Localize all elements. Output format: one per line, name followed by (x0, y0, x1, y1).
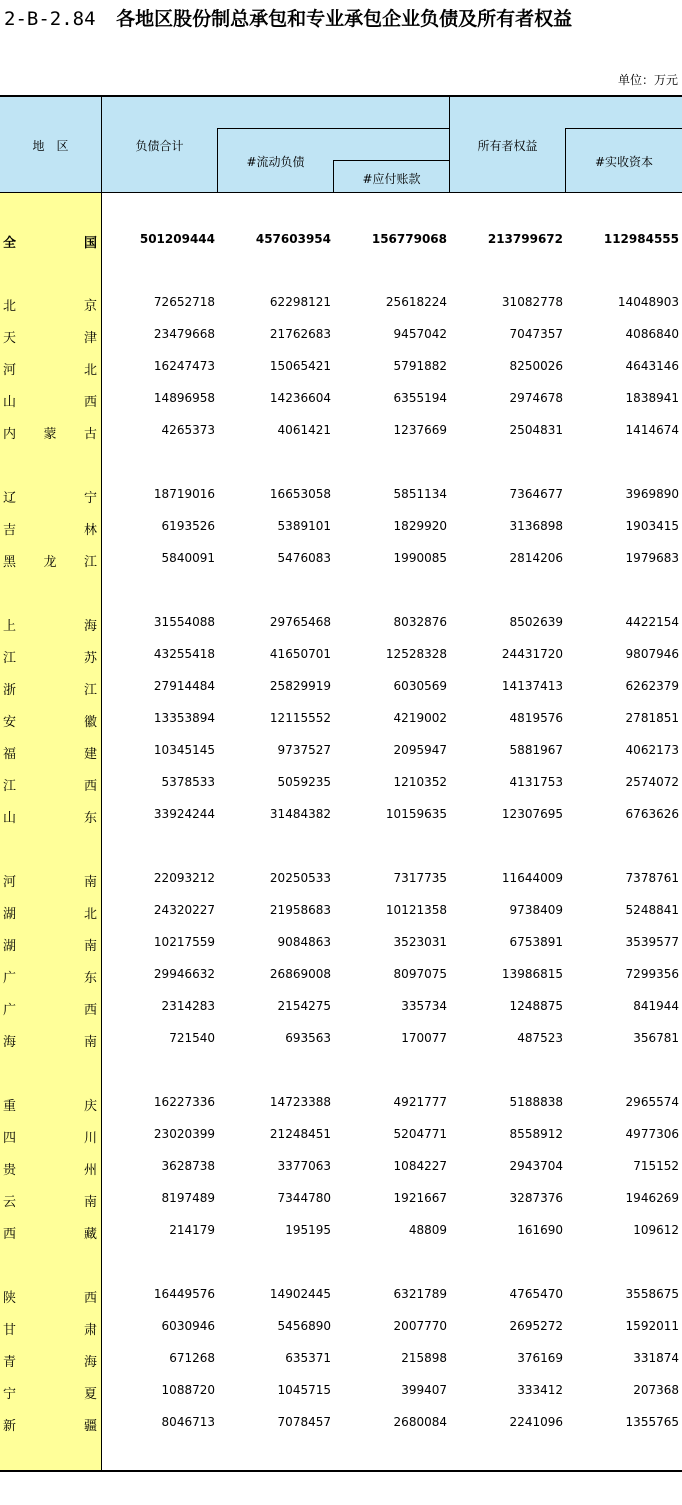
table-cell: 12115552 (269, 711, 331, 725)
region-char: 安 (3, 715, 17, 730)
table-cell: 2943704 (509, 1159, 563, 1173)
region-column-background (0, 193, 101, 1471)
region-char: 内 (3, 427, 17, 442)
table-cell: 109612 (633, 1223, 679, 1237)
table-cell: 18719016 (153, 487, 215, 501)
region-char: 全 (3, 236, 17, 251)
region-char: 江 (83, 683, 97, 698)
region-char: 江 (3, 779, 17, 794)
table-cell: 23020399 (153, 1127, 215, 1141)
region-char: 南 (83, 1195, 97, 1210)
region-char: 西 (83, 395, 97, 410)
table-cell: 1414674 (625, 423, 679, 437)
region-char: 海 (83, 619, 97, 634)
table-cell: 16227336 (153, 1095, 215, 1109)
table-cell: 1921667 (393, 1191, 447, 1205)
region-char: 肃 (83, 1323, 97, 1338)
table-cell: 12307695 (501, 807, 563, 821)
table-cell: 2095947 (393, 743, 447, 757)
region-name (3, 519, 97, 538)
table-cell: 14048903 (617, 295, 679, 309)
header-bottom-border (0, 192, 682, 193)
table-cell: 33924244 (153, 807, 215, 821)
region-char: 河 (3, 363, 17, 378)
table-cell: 112984555 (603, 232, 679, 246)
table-cell: 2154275 (277, 999, 331, 1013)
table-cell: 6193526 (161, 519, 215, 533)
table-cell: 335734 (401, 999, 447, 1013)
table-cell: 6753891 (509, 935, 563, 949)
table-cell: 2680084 (393, 1415, 447, 1429)
table-cell: 16449576 (153, 1287, 215, 1301)
table-cell: 501209444 (139, 232, 215, 246)
header-region: 地 区 (32, 139, 69, 153)
table-cell: 9457042 (393, 327, 447, 341)
region-name (3, 1351, 97, 1370)
table-cell: 5851134 (393, 487, 447, 501)
table-cell: 4643146 (625, 359, 679, 373)
region-char: 甘 (3, 1323, 17, 1338)
table-cell: 356781 (633, 1031, 679, 1045)
region-name (3, 1031, 97, 1050)
region-char: 广 (3, 1003, 17, 1018)
table-cell: 3969890 (625, 487, 679, 501)
region-char: 青 (3, 1355, 17, 1370)
region-name (3, 1383, 97, 1402)
table-cell: 214179 (169, 1223, 215, 1237)
table-cell: 671268 (169, 1351, 215, 1365)
table-cell: 8046713 (161, 1415, 215, 1429)
region-char: 西 (83, 779, 97, 794)
table-cell: 5881967 (509, 743, 563, 757)
region-char: 贵 (3, 1163, 17, 1178)
table-cell: 11644009 (501, 871, 563, 885)
table-cell: 841944 (633, 999, 679, 1013)
table-cell: 3377063 (277, 1159, 331, 1173)
region-name (3, 1319, 97, 1338)
table-cell: 29765468 (269, 615, 331, 629)
table-cell: 7047357 (509, 327, 563, 341)
table-cell: 5378533 (161, 775, 215, 789)
table-cell: 1355765 (625, 1415, 679, 1429)
table-cell: 15065421 (269, 359, 331, 373)
table-cell: 1979683 (625, 551, 679, 565)
table-cell: 14236604 (269, 391, 331, 405)
table-cell: 4819576 (509, 711, 563, 725)
table-title-text: 各地区股份制总承包和专业承包企业负债及所有者权益 (116, 8, 573, 30)
region-char: 京 (83, 299, 97, 314)
table-cell: 8502639 (509, 615, 563, 629)
region-name (3, 391, 97, 410)
table-cell: 7378761 (625, 871, 679, 885)
region-char: 西 (3, 1227, 17, 1242)
region-name (3, 487, 97, 506)
region-char: 海 (3, 1035, 17, 1050)
region-char: 浙 (3, 683, 17, 698)
region-name (3, 647, 97, 666)
table-cell: 5188838 (509, 1095, 563, 1109)
region-name (3, 423, 97, 442)
table-cell: 14902445 (269, 1287, 331, 1301)
region-char: 新 (3, 1419, 17, 1434)
region-name (3, 967, 97, 986)
table-cell: 2241096 (509, 1415, 563, 1429)
region-char: 疆 (83, 1419, 97, 1434)
region-name (3, 871, 97, 890)
table-cell: 8032876 (393, 615, 447, 629)
region-name (3, 807, 97, 826)
table-cell: 9738409 (509, 903, 563, 917)
table-cell: 24320227 (153, 903, 215, 917)
region-char: 州 (83, 1163, 97, 1178)
table-cell: 1903415 (625, 519, 679, 533)
table-cell: 3628738 (161, 1159, 215, 1173)
table-cell: 29946632 (153, 967, 215, 981)
table-cell: 207368 (633, 1383, 679, 1397)
table-cell: 2007770 (393, 1319, 447, 1333)
table-cell: 6763626 (625, 807, 679, 821)
region-char: 苏 (83, 651, 97, 666)
table-cell: 1045715 (277, 1383, 331, 1397)
table-cell: 12528328 (385, 647, 447, 661)
table-cell: 4131753 (509, 775, 563, 789)
region-column-divider (101, 96, 102, 1471)
region-name (3, 1415, 97, 1434)
table-cell: 4219002 (393, 711, 447, 725)
table-cell: 8558912 (509, 1127, 563, 1141)
table-cell: 14896958 (153, 391, 215, 405)
table-cell: 5059235 (277, 775, 331, 789)
header-total-liabilities: 负债合计 (135, 139, 184, 153)
table-cell: 8250026 (509, 359, 563, 373)
table-cell: 5840091 (161, 551, 215, 565)
table-cell: 9084863 (277, 935, 331, 949)
table-cell: 5248841 (625, 903, 679, 917)
region-name (3, 327, 97, 346)
table-cell: 3287376 (509, 1191, 563, 1205)
table-cell: 4062173 (625, 743, 679, 757)
table-cell: 10159635 (385, 807, 447, 821)
region-char: 南 (83, 1035, 97, 1050)
table-cell: 213799672 (487, 232, 563, 246)
region-char: 湖 (3, 939, 17, 954)
region-char: 西 (83, 1003, 97, 1018)
region-char: 黑 (3, 555, 17, 570)
table-cell: 22093212 (153, 871, 215, 885)
table-cell: 3539577 (625, 935, 679, 949)
region-name (3, 1287, 97, 1306)
table-cell: 2314283 (161, 999, 215, 1013)
region-char: 四 (3, 1131, 17, 1146)
region-char: 云 (3, 1195, 17, 1210)
region-char: 东 (83, 811, 97, 826)
region-char: 夏 (83, 1387, 97, 1402)
region-name (3, 935, 97, 954)
table-cell: 170077 (401, 1031, 447, 1045)
table-cell: 13353894 (153, 711, 215, 725)
table-cell: 1838941 (625, 391, 679, 405)
header-current-liabilities: #流动负债 (246, 155, 305, 169)
table-cell: 3136898 (509, 519, 563, 533)
table-cell: 2574072 (625, 775, 679, 789)
region-name (3, 295, 97, 314)
table-cell: 1088720 (161, 1383, 215, 1397)
table-cell: 72652718 (153, 295, 215, 309)
table-cell: 215898 (401, 1351, 447, 1365)
region-char: 北 (83, 363, 97, 378)
table-cell: 5456890 (277, 1319, 331, 1333)
table-cell: 5389101 (277, 519, 331, 533)
table-cell: 31484382 (269, 807, 331, 821)
table-cell: 1592011 (625, 1319, 679, 1333)
region-char: 宁 (83, 491, 97, 506)
table-cell: 21762683 (269, 327, 331, 341)
region-char: 天 (3, 331, 17, 346)
table-cell: 7299356 (625, 967, 679, 981)
region-char: 南 (83, 939, 97, 954)
table-cell: 43255418 (153, 647, 215, 661)
region-name (3, 551, 97, 570)
region-char: 广 (3, 971, 17, 986)
table-cell: 721540 (169, 1031, 215, 1045)
header-subline-1 (217, 128, 449, 129)
table-cell: 7317735 (393, 871, 447, 885)
region-name (3, 999, 97, 1018)
table-cell: 21248451 (269, 1127, 331, 1141)
table-cell: 4765470 (509, 1287, 563, 1301)
table-cell: 31082778 (501, 295, 563, 309)
table-cell: 16247473 (153, 359, 215, 373)
region-char: 海 (83, 1355, 97, 1370)
unit-label: 单位：万元 (617, 73, 678, 87)
table-cell: 1210352 (393, 775, 447, 789)
table-cell: 6030946 (161, 1319, 215, 1333)
region-char: 宁 (3, 1387, 17, 1402)
region-char: 川 (83, 1131, 97, 1146)
header-accounts-payable: #应付账款 (362, 172, 421, 186)
table-cell: 7364677 (509, 487, 563, 501)
region-name (3, 775, 97, 794)
table-cell: 4422154 (625, 615, 679, 629)
table-cell: 457603954 (255, 232, 331, 246)
region-name (3, 615, 97, 634)
region-char: 蒙 (43, 427, 57, 442)
table-cell: 635371 (285, 1351, 331, 1365)
table-cell: 9807946 (625, 647, 679, 661)
table-cell: 1990085 (393, 551, 447, 565)
table-cell: 41650701 (269, 647, 331, 661)
table-code: 2-B-2.84 (4, 8, 96, 30)
region-char: 江 (83, 555, 97, 570)
region-char: 北 (3, 299, 17, 314)
table-cell: 693563 (285, 1031, 331, 1045)
table-cell: 27914484 (153, 679, 215, 693)
table-cell: 21958683 (269, 903, 331, 917)
table-cell: 8097075 (393, 967, 447, 981)
table-cell: 156779068 (371, 232, 447, 246)
table-cell: 2504831 (509, 423, 563, 437)
table-cell: 161690 (517, 1223, 563, 1237)
header-subline-2 (333, 160, 449, 161)
table-cell: 5476083 (277, 551, 331, 565)
region-char: 南 (83, 875, 97, 890)
table-cell: 10345145 (153, 743, 215, 757)
region-char: 北 (83, 907, 97, 922)
region-char: 山 (3, 395, 17, 410)
table-cell: 2781851 (625, 711, 679, 725)
region-name (3, 232, 97, 251)
header-owners-equity: 所有者权益 (477, 139, 538, 153)
table-cell: 715152 (633, 1159, 679, 1173)
table-cell: 31554088 (153, 615, 215, 629)
region-name (3, 1191, 97, 1210)
region-name (3, 1127, 97, 1146)
table-cell: 2814206 (509, 551, 563, 565)
table-cell: 4977306 (625, 1127, 679, 1141)
region-char: 国 (83, 236, 97, 251)
table-cell: 1946269 (625, 1191, 679, 1205)
region-char: 河 (3, 875, 17, 890)
table-cell: 5204771 (393, 1127, 447, 1141)
table-cell: 1237669 (393, 423, 447, 437)
table-cell: 487523 (517, 1031, 563, 1045)
region-char: 徽 (83, 715, 97, 730)
table-cell: 6321789 (393, 1287, 447, 1301)
table-cell: 23479668 (153, 327, 215, 341)
region-char: 古 (83, 427, 97, 442)
table-cell: 14723388 (269, 1095, 331, 1109)
table-cell: 2965574 (625, 1095, 679, 1109)
table-cell: 2974678 (509, 391, 563, 405)
region-name (3, 1159, 97, 1178)
table-cell: 10121358 (385, 903, 447, 917)
table-cell: 26869008 (269, 967, 331, 981)
region-char: 西 (83, 1291, 97, 1306)
region-char: 津 (83, 331, 97, 346)
region-char: 重 (3, 1099, 17, 1114)
region-char: 湖 (3, 907, 17, 922)
table-cell: 8197489 (161, 1191, 215, 1205)
table-bottom-border (0, 1470, 682, 1472)
region-name (3, 711, 97, 730)
table-cell: 9737527 (277, 743, 331, 757)
table-cell: 376169 (517, 1351, 563, 1365)
table-cell: 16653058 (269, 487, 331, 501)
region-name (3, 359, 97, 378)
table-cell: 25618224 (385, 295, 447, 309)
region-name (3, 743, 97, 762)
header-subline-3 (565, 128, 682, 129)
table-cell: 24431720 (501, 647, 563, 661)
region-char: 藏 (83, 1227, 97, 1242)
region-char: 东 (83, 971, 97, 986)
region-char: 上 (3, 619, 17, 634)
table-cell: 5791882 (393, 359, 447, 373)
table-top-border (0, 95, 682, 97)
table-cell: 14137413 (501, 679, 563, 693)
region-char: 吉 (3, 523, 17, 538)
table-cell: 6030569 (393, 679, 447, 693)
table-cell: 1248875 (509, 999, 563, 1013)
region-char: 庆 (83, 1099, 97, 1114)
region-name (3, 679, 97, 698)
region-char: 林 (83, 523, 97, 538)
table-cell: 62298121 (269, 295, 331, 309)
table-cell: 1084227 (393, 1159, 447, 1173)
region-char: 江 (3, 651, 17, 666)
table-cell: 13986815 (501, 967, 563, 981)
table-cell: 331874 (633, 1351, 679, 1365)
table-cell: 4086840 (625, 327, 679, 341)
table-cell: 195195 (285, 1223, 331, 1237)
region-name (3, 1095, 97, 1114)
table-cell: 3558675 (625, 1287, 679, 1301)
region-char: 山 (3, 811, 17, 826)
header-paid-in-capital: #实收资本 (594, 155, 654, 169)
table-cell: 25829919 (269, 679, 331, 693)
region-char: 陕 (3, 1291, 17, 1306)
table-cell: 4061421 (277, 423, 331, 437)
table-cell: 48809 (408, 1223, 447, 1237)
region-char: 建 (83, 747, 97, 762)
table-cell: 7344780 (277, 1191, 331, 1205)
table-cell: 6355194 (393, 391, 447, 405)
table-cell: 4265373 (161, 423, 215, 437)
region-char: 龙 (43, 555, 57, 570)
table-cell: 3523031 (393, 935, 447, 949)
region-char: 辽 (3, 491, 17, 506)
table-cell: 333412 (517, 1383, 563, 1397)
table-cell: 7078457 (277, 1415, 331, 1429)
table-title (4, 5, 572, 33)
table-cell: 2695272 (509, 1319, 563, 1333)
region-name (3, 1223, 97, 1242)
table-cell: 6262379 (625, 679, 679, 693)
region-char: 福 (3, 747, 17, 762)
table-cell: 1829920 (393, 519, 447, 533)
table-cell: 20250533 (269, 871, 331, 885)
table-cell: 4921777 (393, 1095, 447, 1109)
table-cell: 399407 (401, 1383, 447, 1397)
region-name (3, 903, 97, 922)
table-cell: 10217559 (153, 935, 215, 949)
